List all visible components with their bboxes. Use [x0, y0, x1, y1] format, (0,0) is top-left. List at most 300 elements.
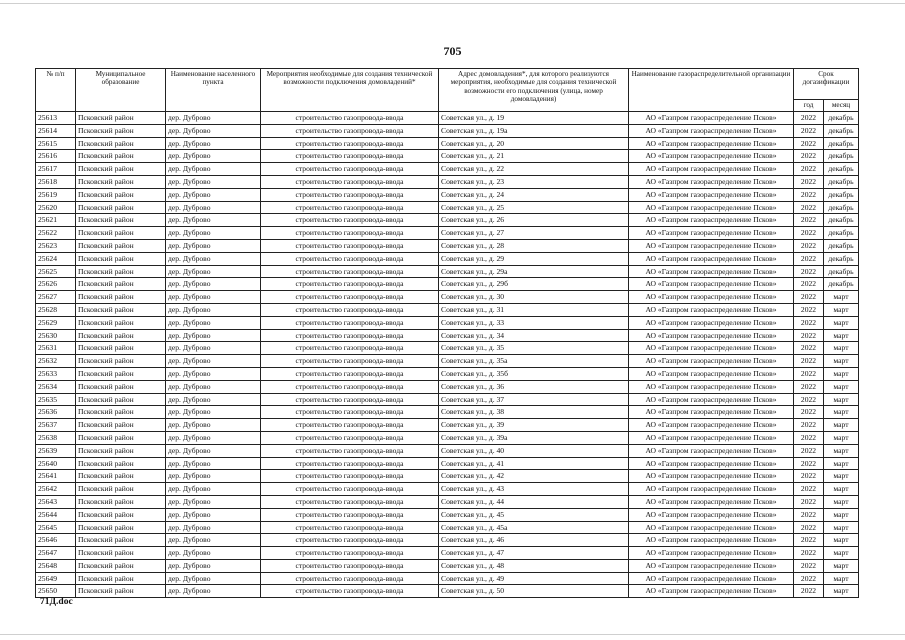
- cell-number: 25646: [36, 534, 76, 547]
- cell-month: март: [824, 444, 859, 457]
- cell-number: 25642: [36, 483, 76, 496]
- cell-municipality: Псковский район: [76, 278, 166, 291]
- cell-settlement: дер. Дуброво: [166, 585, 261, 598]
- cell-settlement: дер. Дуброво: [166, 559, 261, 572]
- cell-municipality: Псковский район: [76, 303, 166, 316]
- cell-measure: строительство газопровода-ввода: [261, 265, 439, 278]
- cell-settlement: дер. Дуброво: [166, 175, 261, 188]
- cell-month: март: [824, 419, 859, 432]
- cell-municipality: Псковский район: [76, 534, 166, 547]
- cell-year: 2022: [794, 444, 824, 457]
- cell-year: 2022: [794, 227, 824, 240]
- cell-municipality: Псковский район: [76, 201, 166, 214]
- table-row: [36, 278, 859, 291]
- cell-settlement: дер. Дуброво: [166, 150, 261, 163]
- cell-organization: АО «Газпром газораспределение Псков»: [629, 508, 794, 521]
- cell-address: Советская ул., д. 35а: [439, 355, 629, 368]
- cell-municipality: Псковский район: [76, 547, 166, 560]
- cell-number: 25628: [36, 303, 76, 316]
- cell-month: март: [824, 547, 859, 560]
- cell-number: 25619: [36, 188, 76, 201]
- cell-municipality: Псковский район: [76, 112, 166, 125]
- cell-organization: АО «Газпром газораспределение Псков»: [629, 419, 794, 432]
- cell-municipality: Псковский район: [76, 585, 166, 598]
- cell-organization: АО «Газпром газораспределение Псков»: [629, 495, 794, 508]
- table-row: [36, 316, 859, 329]
- cell-year: 2022: [794, 559, 824, 572]
- cell-year: 2022: [794, 252, 824, 265]
- cell-measure: строительство газопровода-ввода: [261, 355, 439, 368]
- cell-measure: строительство газопровода-ввода: [261, 303, 439, 316]
- cell-year: 2022: [794, 316, 824, 329]
- header-municipality: Муниципальное образование: [76, 69, 166, 112]
- cell-settlement: дер. Дуброво: [166, 252, 261, 265]
- cell-address: Советская ул., д. 39: [439, 419, 629, 432]
- cell-address: Советская ул., д. 30: [439, 291, 629, 304]
- table-row: [36, 457, 859, 470]
- cell-municipality: Псковский район: [76, 175, 166, 188]
- header-month: месяц: [824, 100, 859, 112]
- cell-address: Советская ул., д. 29а: [439, 265, 629, 278]
- cell-address: Советская ул., д. 39а: [439, 431, 629, 444]
- cell-settlement: дер. Дуброво: [166, 137, 261, 150]
- cell-organization: АО «Газпром газораспределение Псков»: [629, 124, 794, 137]
- cell-number: 25626: [36, 278, 76, 291]
- table-row: [36, 175, 859, 188]
- cell-measure: строительство газопровода-ввода: [261, 214, 439, 227]
- cell-organization: АО «Газпром газораспределение Псков»: [629, 303, 794, 316]
- cell-address: Советская ул., д. 35: [439, 342, 629, 355]
- cell-number: 25649: [36, 572, 76, 585]
- table-row: [36, 380, 859, 393]
- cell-address: Советская ул., д. 19: [439, 112, 629, 125]
- cell-month: декабрь: [824, 175, 859, 188]
- cell-month: декабрь: [824, 278, 859, 291]
- cell-number: 25625: [36, 265, 76, 278]
- cell-organization: АО «Газпром газораспределение Псков»: [629, 316, 794, 329]
- cell-month: март: [824, 559, 859, 572]
- cell-municipality: Псковский район: [76, 406, 166, 419]
- cell-settlement: дер. Дуброво: [166, 214, 261, 227]
- table-row: [36, 521, 859, 534]
- cell-measure: строительство газопровода-ввода: [261, 547, 439, 560]
- cell-month: декабрь: [824, 112, 859, 125]
- cell-address: Советская ул., д. 21: [439, 150, 629, 163]
- cell-organization: АО «Газпром газораспределение Псков»: [629, 342, 794, 355]
- cell-organization: АО «Газпром газораспределение Псков»: [629, 406, 794, 419]
- cell-address: Советская ул., д. 22: [439, 163, 629, 176]
- cell-number: 25630: [36, 329, 76, 342]
- cell-year: 2022: [794, 585, 824, 598]
- cell-number: 25648: [36, 559, 76, 572]
- cell-month: декабрь: [824, 265, 859, 278]
- cell-organization: АО «Газпром газораспределение Псков»: [629, 559, 794, 572]
- cell-month: декабрь: [824, 201, 859, 214]
- cell-year: 2022: [794, 278, 824, 291]
- cell-measure: строительство газопровода-ввода: [261, 534, 439, 547]
- cell-year: 2022: [794, 329, 824, 342]
- table-row: [36, 227, 859, 240]
- cell-organization: АО «Газпром газораспределение Псков»: [629, 112, 794, 125]
- cell-year: 2022: [794, 380, 824, 393]
- cell-measure: строительство газопровода-ввода: [261, 342, 439, 355]
- header-organization: Наименование газораспределительной организации: [629, 69, 794, 112]
- cell-municipality: Псковский район: [76, 316, 166, 329]
- cell-settlement: дер. Дуброво: [166, 380, 261, 393]
- cell-number: 25638: [36, 431, 76, 444]
- cell-municipality: Псковский район: [76, 291, 166, 304]
- cell-organization: АО «Газпром газораспределение Псков»: [629, 534, 794, 547]
- cell-number: 25624: [36, 252, 76, 265]
- cell-address: Советская ул., д. 29б: [439, 278, 629, 291]
- cell-address: Советская ул., д. 35б: [439, 367, 629, 380]
- table-row: [36, 137, 859, 150]
- cell-address: Советская ул., д. 48: [439, 559, 629, 572]
- table-body: [36, 112, 859, 598]
- cell-month: март: [824, 367, 859, 380]
- cell-measure: строительство газопровода-ввода: [261, 239, 439, 252]
- cell-measure: строительство газопровода-ввода: [261, 188, 439, 201]
- cell-settlement: дер. Дуброво: [166, 188, 261, 201]
- cell-month: март: [824, 291, 859, 304]
- cell-address: Советская ул., д. 40: [439, 444, 629, 457]
- cell-settlement: дер. Дуброво: [166, 201, 261, 214]
- cell-measure: строительство газопровода-ввода: [261, 150, 439, 163]
- table-row: [36, 239, 859, 252]
- cell-number: 25647: [36, 547, 76, 560]
- cell-settlement: дер. Дуброво: [166, 483, 261, 496]
- cell-month: декабрь: [824, 137, 859, 150]
- cell-organization: АО «Газпром газораспределение Псков»: [629, 585, 794, 598]
- cell-measure: строительство газопровода-ввода: [261, 124, 439, 137]
- cell-number: 25643: [36, 495, 76, 508]
- table-row: [36, 265, 859, 278]
- header-settlement: Наименование населенного пункта: [166, 69, 261, 112]
- cell-organization: АО «Газпром газораспределение Псков»: [629, 163, 794, 176]
- cell-municipality: Псковский район: [76, 265, 166, 278]
- cell-month: декабрь: [824, 163, 859, 176]
- cell-settlement: дер. Дуброво: [166, 572, 261, 585]
- cell-address: Советская ул., д. 20: [439, 137, 629, 150]
- cell-organization: АО «Газпром газораспределение Псков»: [629, 380, 794, 393]
- cell-measure: строительство газопровода-ввода: [261, 585, 439, 598]
- cell-organization: АО «Газпром газораспределение Псков»: [629, 431, 794, 444]
- table-row: [36, 367, 859, 380]
- cell-municipality: Псковский район: [76, 380, 166, 393]
- cell-address: Советская ул., д. 29: [439, 252, 629, 265]
- cell-municipality: Псковский район: [76, 239, 166, 252]
- cell-municipality: Псковский район: [76, 355, 166, 368]
- table-row: [36, 112, 859, 125]
- cell-number: 25613: [36, 112, 76, 125]
- table-row: [36, 508, 859, 521]
- cell-address: Советская ул., д. 50: [439, 585, 629, 598]
- cell-municipality: Псковский район: [76, 572, 166, 585]
- table-row: [36, 406, 859, 419]
- cell-address: Советская ул., д. 24: [439, 188, 629, 201]
- document-filename: 71Д.doc: [40, 597, 73, 607]
- cell-address: Советская ул., д. 38: [439, 406, 629, 419]
- cell-year: 2022: [794, 175, 824, 188]
- cell-number: 25629: [36, 316, 76, 329]
- cell-organization: АО «Газпром газораспределение Псков»: [629, 457, 794, 470]
- cell-settlement: дер. Дуброво: [166, 163, 261, 176]
- cell-number: 25616: [36, 150, 76, 163]
- cell-number: 25615: [36, 137, 76, 150]
- table-row: [36, 355, 859, 368]
- cell-year: 2022: [794, 483, 824, 496]
- cell-organization: АО «Газпром газораспределение Псков»: [629, 239, 794, 252]
- cell-number: 25618: [36, 175, 76, 188]
- cell-year: 2022: [794, 495, 824, 508]
- cell-settlement: дер. Дуброво: [166, 431, 261, 444]
- cell-month: декабрь: [824, 252, 859, 265]
- cell-address: Советская ул., д. 26: [439, 214, 629, 227]
- cell-measure: строительство газопровода-ввода: [261, 380, 439, 393]
- cell-municipality: Псковский район: [76, 214, 166, 227]
- table-row: [36, 214, 859, 227]
- cell-number: 25637: [36, 419, 76, 432]
- cell-measure: строительство газопровода-ввода: [261, 227, 439, 240]
- cell-municipality: Псковский район: [76, 444, 166, 457]
- cell-municipality: Псковский район: [76, 559, 166, 572]
- cell-month: декабрь: [824, 227, 859, 240]
- cell-address: Советская ул., д. 34: [439, 329, 629, 342]
- cell-year: 2022: [794, 303, 824, 316]
- table-row: [36, 547, 859, 560]
- cell-settlement: дер. Дуброво: [166, 534, 261, 547]
- cell-address: Советская ул., д. 49: [439, 572, 629, 585]
- cell-address: Советская ул., д. 31: [439, 303, 629, 316]
- cell-year: 2022: [794, 431, 824, 444]
- cell-municipality: Псковский район: [76, 367, 166, 380]
- header-year: год: [794, 100, 824, 112]
- cell-settlement: дер. Дуброво: [166, 547, 261, 560]
- cell-municipality: Псковский район: [76, 342, 166, 355]
- cell-number: 25639: [36, 444, 76, 457]
- cell-organization: АО «Газпром газораспределение Псков»: [629, 175, 794, 188]
- cell-month: март: [824, 483, 859, 496]
- cell-month: декабрь: [824, 214, 859, 227]
- cell-municipality: Псковский район: [76, 393, 166, 406]
- cell-organization: АО «Газпром газораспределение Псков»: [629, 355, 794, 368]
- cell-measure: строительство газопровода-ввода: [261, 367, 439, 380]
- table-row: [36, 495, 859, 508]
- cell-settlement: дер. Дуброво: [166, 508, 261, 521]
- cell-month: март: [824, 406, 859, 419]
- cell-organization: АО «Газпром газораспределение Псков»: [629, 329, 794, 342]
- cell-measure: строительство газопровода-ввода: [261, 393, 439, 406]
- cell-measure: строительство газопровода-ввода: [261, 457, 439, 470]
- cell-number: 25650: [36, 585, 76, 598]
- cell-organization: АО «Газпром газораспределение Псков»: [629, 227, 794, 240]
- cell-year: 2022: [794, 265, 824, 278]
- cell-municipality: Псковский район: [76, 137, 166, 150]
- page-number: 705: [443, 44, 462, 58]
- cell-organization: АО «Газпром газораспределение Псков»: [629, 547, 794, 560]
- cell-municipality: Псковский район: [76, 521, 166, 534]
- cell-organization: АО «Газпром газораспределение Псков»: [629, 252, 794, 265]
- cell-address: Советская ул., д. 19а: [439, 124, 629, 137]
- table-row: [36, 483, 859, 496]
- cell-settlement: дер. Дуброво: [166, 495, 261, 508]
- cell-year: 2022: [794, 188, 824, 201]
- table-row: [36, 470, 859, 483]
- cell-address: Советская ул., д. 47: [439, 547, 629, 560]
- table-header: [36, 69, 859, 112]
- cell-year: 2022: [794, 572, 824, 585]
- cell-month: декабрь: [824, 239, 859, 252]
- cell-address: Советская ул., д. 45: [439, 508, 629, 521]
- cell-month: март: [824, 380, 859, 393]
- cell-municipality: Псковский район: [76, 227, 166, 240]
- table-row: [36, 342, 859, 355]
- cell-number: 25621: [36, 214, 76, 227]
- cell-year: 2022: [794, 124, 824, 137]
- cell-number: 25636: [36, 406, 76, 419]
- scan-edge-line-bottom: [0, 634, 905, 635]
- cell-measure: строительство газопровода-ввода: [261, 201, 439, 214]
- table-row: [36, 124, 859, 137]
- cell-number: 25644: [36, 508, 76, 521]
- cell-number: 25632: [36, 355, 76, 368]
- cell-address: Советская ул., д. 42: [439, 470, 629, 483]
- table-row: [36, 150, 859, 163]
- cell-address: Советская ул., д. 41: [439, 457, 629, 470]
- cell-municipality: Псковский район: [76, 188, 166, 201]
- cell-organization: АО «Газпром газораспределение Псков»: [629, 201, 794, 214]
- cell-month: март: [824, 495, 859, 508]
- cell-year: 2022: [794, 534, 824, 547]
- cell-year: 2022: [794, 201, 824, 214]
- cell-month: март: [824, 393, 859, 406]
- cell-settlement: дер. Дуброво: [166, 444, 261, 457]
- cell-year: 2022: [794, 163, 824, 176]
- cell-municipality: Псковский район: [76, 470, 166, 483]
- cell-settlement: дер. Дуброво: [166, 342, 261, 355]
- cell-address: Советская ул., д. 27: [439, 227, 629, 240]
- cell-number: 25627: [36, 291, 76, 304]
- cell-month: март: [824, 329, 859, 342]
- gasification-table: [35, 68, 859, 598]
- cell-year: 2022: [794, 393, 824, 406]
- cell-measure: строительство газопровода-ввода: [261, 572, 439, 585]
- table-row: [36, 534, 859, 547]
- cell-organization: АО «Газпром газораспределение Псков»: [629, 188, 794, 201]
- cell-settlement: дер. Дуброво: [166, 457, 261, 470]
- cell-number: 25635: [36, 393, 76, 406]
- table-row: [36, 188, 859, 201]
- cell-year: 2022: [794, 457, 824, 470]
- table-row: [36, 393, 859, 406]
- cell-settlement: дер. Дуброво: [166, 393, 261, 406]
- cell-address: Советская ул., д. 28: [439, 239, 629, 252]
- table-row: [36, 444, 859, 457]
- cell-measure: строительство газопровода-ввода: [261, 508, 439, 521]
- cell-number: 25645: [36, 521, 76, 534]
- cell-measure: строительство газопровода-ввода: [261, 329, 439, 342]
- cell-number: 25614: [36, 124, 76, 137]
- cell-month: декабрь: [824, 124, 859, 137]
- cell-measure: строительство газопровода-ввода: [261, 316, 439, 329]
- header-deadline: Срок догазификации: [794, 69, 859, 100]
- cell-settlement: дер. Дуброво: [166, 303, 261, 316]
- cell-number: 25623: [36, 239, 76, 252]
- cell-number: 25641: [36, 470, 76, 483]
- cell-address: Советская ул., д. 37: [439, 393, 629, 406]
- cell-year: 2022: [794, 137, 824, 150]
- cell-measure: строительство газопровода-ввода: [261, 137, 439, 150]
- cell-settlement: дер. Дуброво: [166, 316, 261, 329]
- cell-measure: строительство газопровода-ввода: [261, 521, 439, 534]
- table-row: [36, 303, 859, 316]
- cell-year: 2022: [794, 355, 824, 368]
- cell-number: 25617: [36, 163, 76, 176]
- cell-number: 25640: [36, 457, 76, 470]
- cell-year: 2022: [794, 419, 824, 432]
- cell-organization: АО «Газпром газораспределение Псков»: [629, 483, 794, 496]
- cell-organization: АО «Газпром газораспределение Псков»: [629, 444, 794, 457]
- cell-measure: строительство газопровода-ввода: [261, 112, 439, 125]
- cell-settlement: дер. Дуброво: [166, 367, 261, 380]
- cell-year: 2022: [794, 521, 824, 534]
- table-row: [36, 585, 859, 598]
- cell-organization: АО «Газпром газораспределение Псков»: [629, 521, 794, 534]
- cell-measure: строительство газопровода-ввода: [261, 431, 439, 444]
- cell-number: 25633: [36, 367, 76, 380]
- cell-measure: строительство газопровода-ввода: [261, 559, 439, 572]
- cell-settlement: дер. Дуброво: [166, 112, 261, 125]
- table-row: [36, 252, 859, 265]
- cell-month: март: [824, 355, 859, 368]
- cell-settlement: дер. Дуброво: [166, 329, 261, 342]
- cell-settlement: дер. Дуброво: [166, 521, 261, 534]
- cell-year: 2022: [794, 470, 824, 483]
- cell-organization: АО «Газпром газораспределение Псков»: [629, 291, 794, 304]
- cell-measure: строительство газопровода-ввода: [261, 495, 439, 508]
- cell-municipality: Псковский район: [76, 431, 166, 444]
- table-row: [36, 431, 859, 444]
- cell-measure: строительство газопровода-ввода: [261, 252, 439, 265]
- cell-address: Советская ул., д. 43: [439, 483, 629, 496]
- cell-measure: строительство газопровода-ввода: [261, 406, 439, 419]
- cell-year: 2022: [794, 508, 824, 521]
- cell-municipality: Псковский район: [76, 508, 166, 521]
- cell-settlement: дер. Дуброво: [166, 278, 261, 291]
- cell-measure: строительство газопровода-ввода: [261, 291, 439, 304]
- cell-month: март: [824, 457, 859, 470]
- cell-year: 2022: [794, 239, 824, 252]
- cell-organization: АО «Газпром газораспределение Псков»: [629, 572, 794, 585]
- cell-month: март: [824, 470, 859, 483]
- cell-settlement: дер. Дуброво: [166, 470, 261, 483]
- cell-organization: АО «Газпром газораспределение Псков»: [629, 265, 794, 278]
- cell-measure: строительство газопровода-ввода: [261, 470, 439, 483]
- cell-measure: строительство газопровода-ввода: [261, 483, 439, 496]
- cell-address: Советская ул., д. 36: [439, 380, 629, 393]
- cell-municipality: Псковский район: [76, 419, 166, 432]
- cell-month: март: [824, 431, 859, 444]
- cell-municipality: Псковский район: [76, 457, 166, 470]
- cell-organization: АО «Газпром газораспределение Псков»: [629, 150, 794, 163]
- cell-settlement: дер. Дуброво: [166, 265, 261, 278]
- cell-month: декабрь: [824, 188, 859, 201]
- scan-edge-line-top: [0, 3, 905, 4]
- cell-measure: строительство газопровода-ввода: [261, 175, 439, 188]
- cell-year: 2022: [794, 291, 824, 304]
- cell-settlement: дер. Дуброво: [166, 227, 261, 240]
- cell-address: Советская ул., д. 45а: [439, 521, 629, 534]
